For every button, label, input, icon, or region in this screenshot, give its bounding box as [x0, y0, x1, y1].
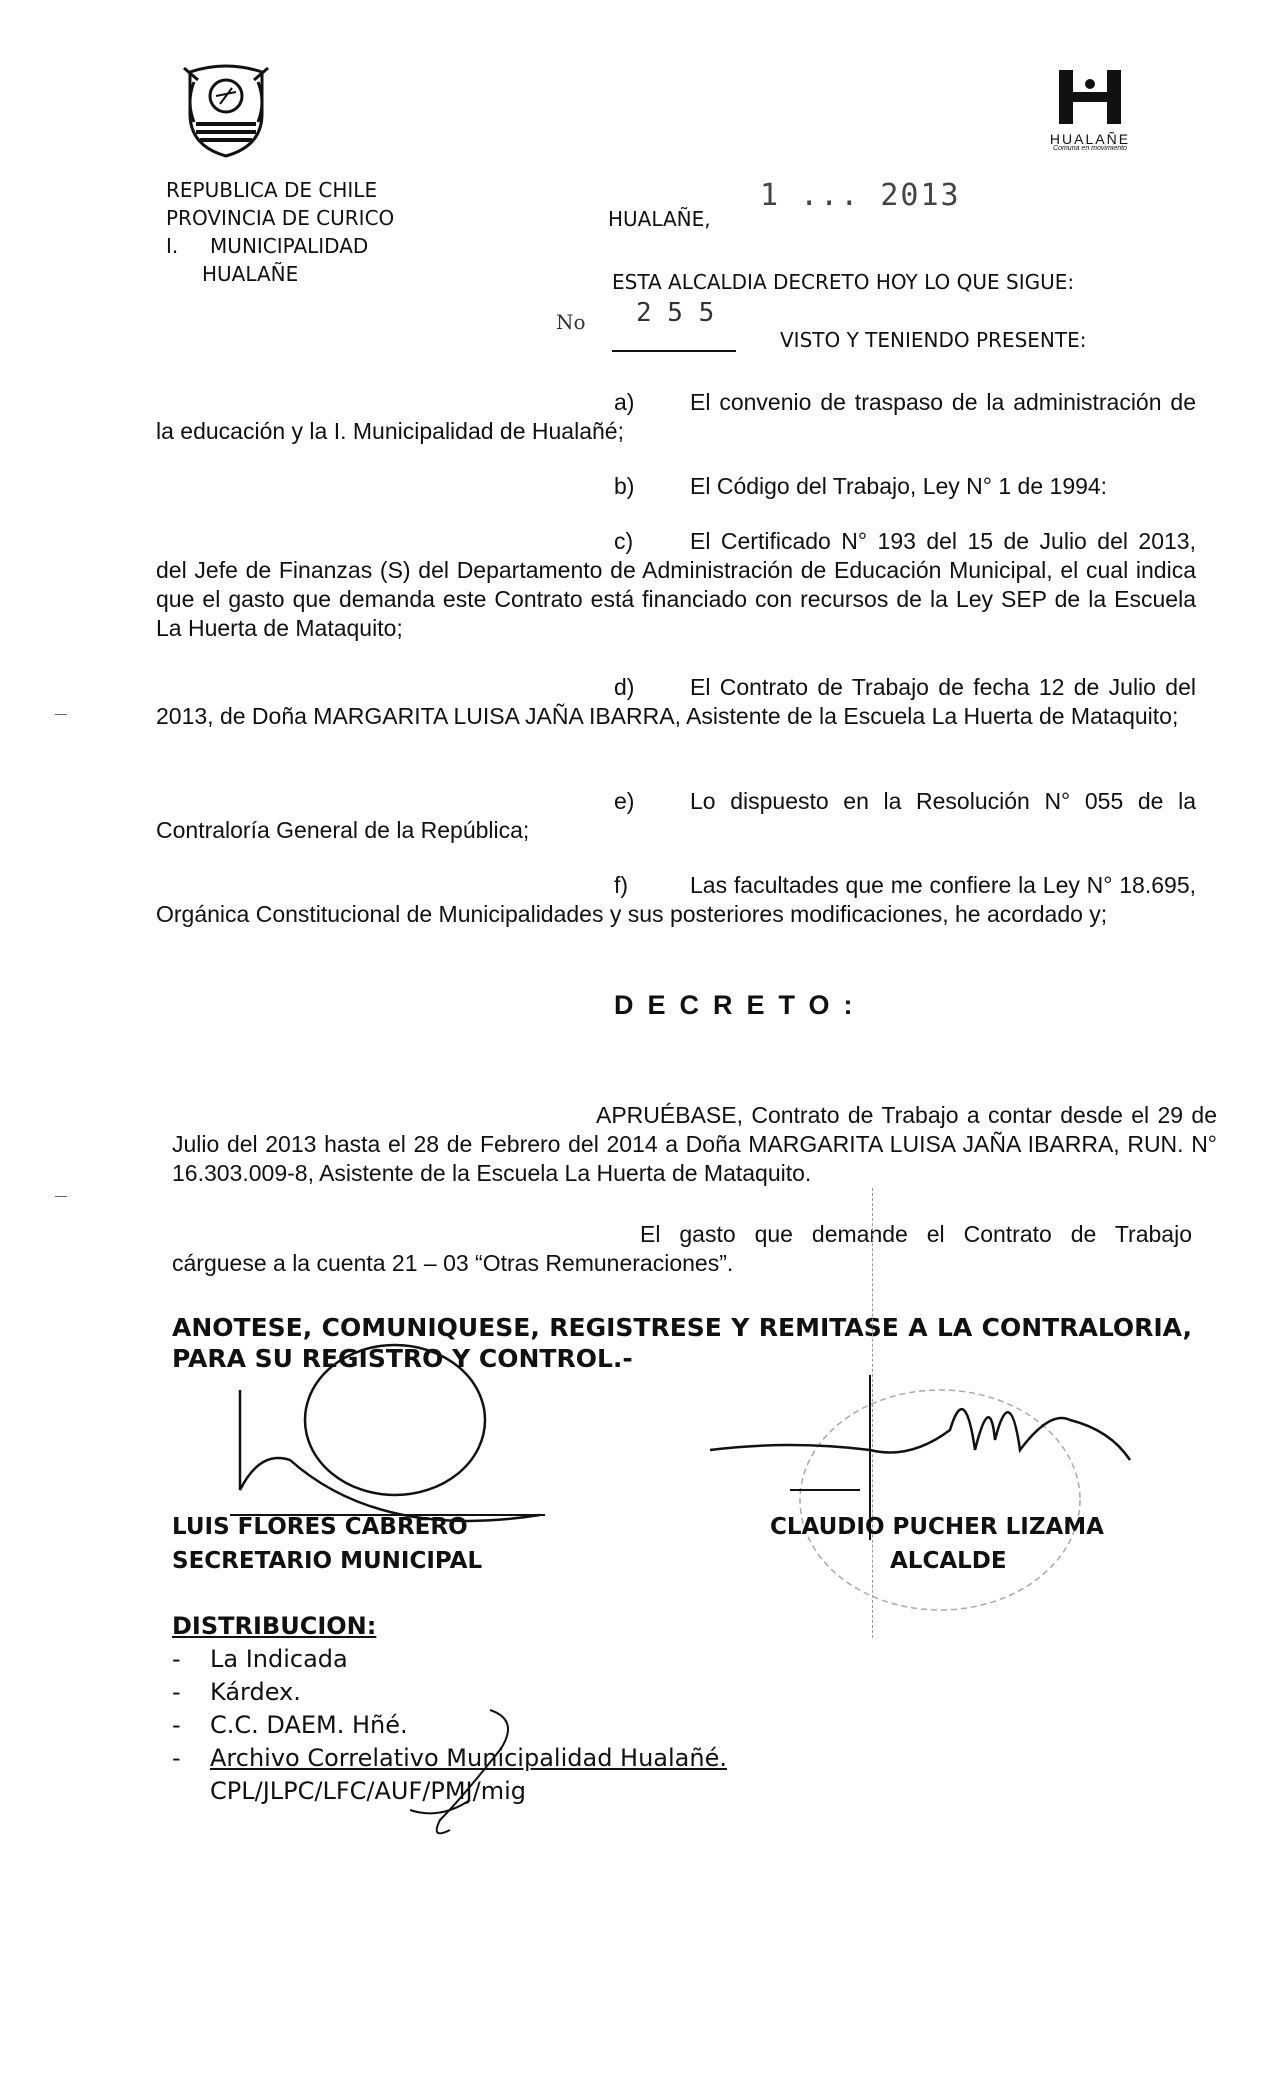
consideration-d: [156, 673, 1196, 731]
decreto-title: DECRETO:: [614, 990, 867, 1020]
consideration-text: Las facultades que me confiere la Ley N° 18.695, Orgánica Constitucional de Municipalidades y sus posteriores modificaciones, he acordado y;: [156, 872, 1196, 927]
consideration-f: [156, 871, 1196, 929]
decree-number: 2 5 5: [636, 298, 715, 328]
margin-mark: [55, 1196, 67, 1197]
consideration-label: d): [614, 674, 635, 700]
city-date-label: HUALAÑE,: [608, 207, 711, 231]
expense-text: El gasto que demande el Contrato de Trabajo cárguese a la cuenta 21 – 03 “Otras Remuneraciones”.: [172, 1221, 1192, 1276]
expense-paragraph: [172, 1220, 1192, 1278]
approval-text: APRUÉBASE, Contrato de Trabajo a contar desde el 29 de Julio del 2013 hasta el 28 de Febrero del 2014 a Doña MARGARITA LUISA JAÑA IBARRA, RUN. N° 16.303.009-8, Asistente de la Escuela La Huerta de Mataquito.: [172, 1102, 1217, 1186]
logo-tagline: Comuna en movimiento: [1053, 145, 1127, 152]
decree-number-prefix: No: [556, 310, 586, 334]
hualane-brand-logo: [1040, 66, 1140, 166]
consideration-label: f): [614, 872, 629, 898]
consideration-label: c): [614, 528, 634, 554]
consideration-text: El convenio de traspaso de la administración de la educación y la I. Municipalidad de Hualañé;: [156, 389, 1196, 444]
header-left-block: [166, 176, 394, 288]
consideration-text: El Certificado N° 193 del 15 de Julio del 2013, del Jefe de Finanzas (S) del Departamento de Administración de Educación Municipal, el cual indica que el gasto que demanda este Contrato está financiado con recursos de la Ley SEP de la Escuela La Huerta de Mataquito;: [156, 528, 1196, 641]
secretary-signature-block: [172, 1510, 482, 1578]
consideration-text: El Contrato de Trabajo de fecha 12 de Julio del 2013, de Doña MARGARITA LUISA JAÑA IBARRA, Asistente de la Escuela La Huerta de Mataquito;: [156, 674, 1196, 729]
date-stamp: 1 ... 2013: [760, 178, 961, 213]
mayor-title: ALCALDE: [890, 1548, 1007, 1574]
distribution-item: - Kárdex.: [172, 1676, 727, 1709]
secretary-name: LUIS FLORES CABRERO: [172, 1514, 468, 1540]
consideration-label: a): [614, 389, 635, 415]
consideration-b: [614, 472, 1107, 501]
consideration-label: b): [614, 473, 635, 499]
approval-paragraph: [172, 1101, 1217, 1188]
initials-scribble: [370, 1700, 520, 1850]
decree-number-underline: [612, 350, 736, 352]
consideration-c: [156, 527, 1196, 643]
distribution-item-text: Archivo Correlativo Municipalidad Hualañé.: [210, 1744, 727, 1772]
distribution-item: - C.C. DAEM. Hñé.: [172, 1709, 727, 1742]
closing-paragraph: ANOTESE, COMUNIQUESE, REGISTRESE Y REMITASE A LA CONTRALORIA, PARA SU REGISTRO Y CONTROL.-: [172, 1313, 1192, 1373]
header-commune: HUALAÑE: [202, 262, 299, 286]
consideration-a: [156, 388, 1196, 446]
consideration-text: Lo dispuesto en la Resolución N° 055 de la Contraloría General de la República;: [156, 788, 1196, 843]
mayor-signature-block: [770, 1510, 1104, 1578]
mayor-signature-drawing: [690, 1370, 1160, 1620]
margin-mark: [55, 714, 67, 715]
distribution-item: - La Indicada: [172, 1643, 727, 1676]
consideration-e: [156, 787, 1196, 845]
consideration-label: e): [614, 788, 635, 814]
header-province: PROVINCIA DE CURICO: [166, 206, 395, 230]
mayor-name: CLAUDIO PUCHER LIZAMA: [770, 1514, 1104, 1540]
visto-line: VISTO Y TENIENDO PRESENTE:: [780, 328, 1087, 352]
logo-wordmark: HUALAÑE: [1049, 131, 1131, 147]
header-municipality: I. MUNICIPALIDAD: [166, 234, 369, 258]
alcaldia-line: ESTA ALCALDIA DECRETO HOY LO QUE SIGUE:: [612, 270, 1075, 294]
municipal-coat-of-arms-icon: [180, 62, 272, 158]
secretary-title: SECRETARIO MUNICIPAL: [172, 1548, 483, 1574]
header-country: REPUBLICA DE CHILE: [166, 178, 378, 202]
hualane-logo-icon: [1055, 66, 1125, 128]
distribution-title: DISTRIBUCION:: [172, 1612, 377, 1640]
distribution-initials: CPL/JLPC/LFC/AUF/PMJ/mig: [210, 1777, 526, 1805]
consideration-text: El Código del Trabajo, Ley N° 1 de 1994:: [690, 473, 1108, 499]
